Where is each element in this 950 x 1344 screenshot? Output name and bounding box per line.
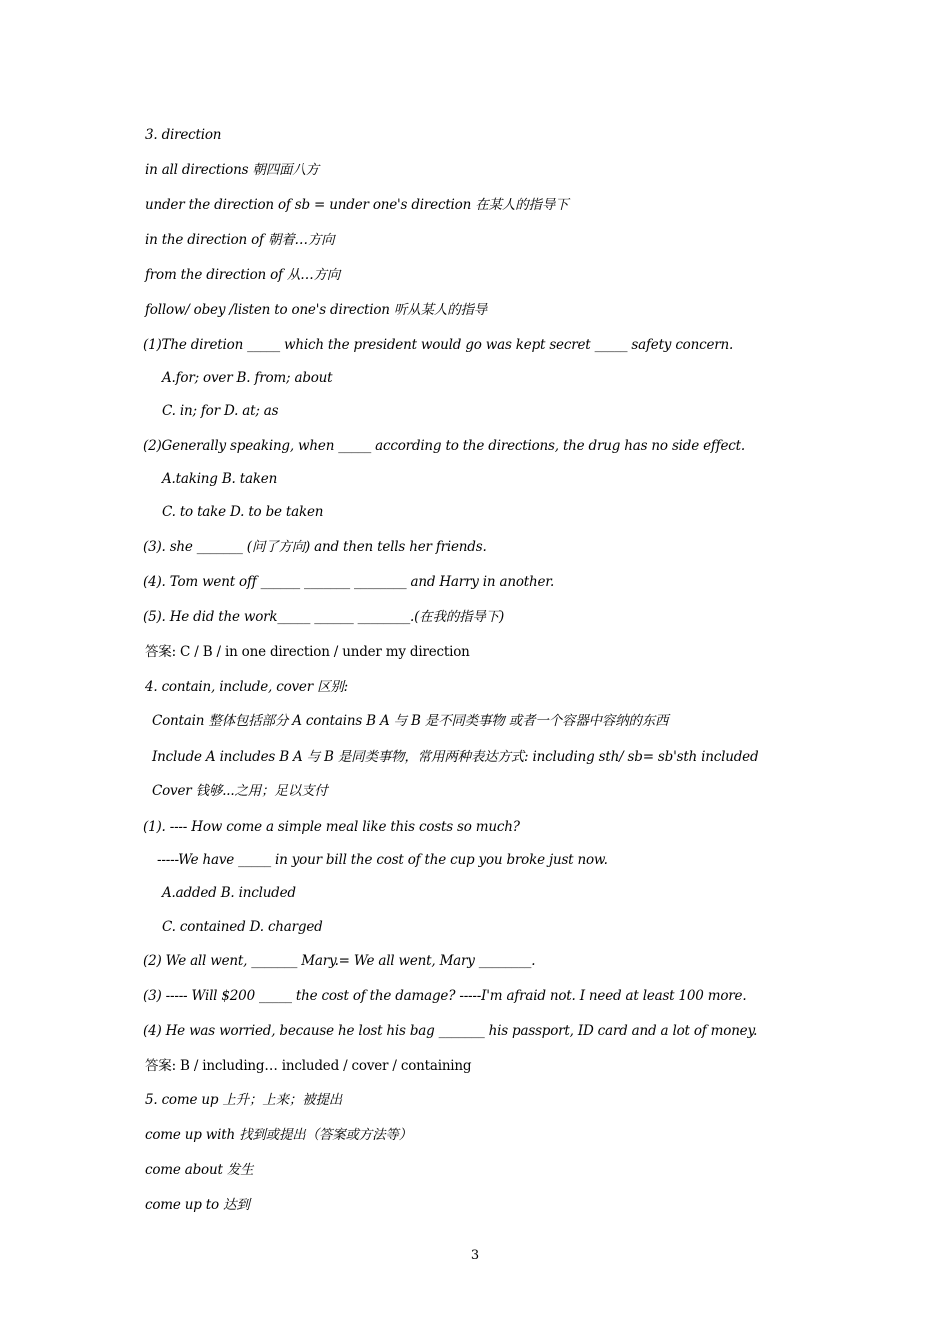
definition-line: Contain 整体包括部分 A contains B A 与 B 是不同类事物 或者一个容器中容纳的东西 — [152, 713, 669, 729]
answer-line: 答案: C / B / in one direction / under my direction — [145, 644, 470, 660]
question-line: (4). Tom went off ______ _______ ________ and Harry in another. — [143, 574, 555, 590]
option-line: A.taking B. taken — [162, 471, 278, 487]
phrase-line: come up with 找到或提出（答案或方法等） — [145, 1127, 412, 1143]
phrase-line: in the direction of 朝着…方向 — [145, 232, 335, 248]
option-line: C. to take D. to be taken — [162, 504, 324, 520]
question-line: (1). ---- How come a simple meal like this costs so much? — [143, 819, 520, 835]
option-line: A.added B. included — [162, 885, 296, 901]
question-line: (3) ----- Will $200 _____ the cost of the damage? -----I'm afraid not. I need at least 100 more. — [143, 988, 747, 1004]
option-line: C. contained D. charged — [162, 919, 323, 935]
definition-line: Cover 钱够...之用；足以支付 — [152, 783, 328, 799]
answer-line: 答案: B / including… included / cover / containing — [145, 1058, 472, 1074]
question-line: (4) He was worried, because he lost his bag _______ his passport, ID card and a lot of money. — [143, 1023, 758, 1039]
section-heading-direction: 3. direction — [145, 127, 222, 143]
page-number: 3 — [470, 1248, 480, 1263]
phrase-line: from the direction of 从…方向 — [145, 267, 341, 283]
phrase-line: follow/ obey /listen to one's direction 听从某人的指导 — [145, 302, 487, 318]
option-line: C. in; for D. at; as — [162, 403, 279, 419]
question-line: (5). He did the work_____ ______ ________.(在我的指导下) — [143, 609, 505, 625]
definition-line: Include A includes B A 与 B 是同类事物，常用两种表达方式: including sth/ sb= sb'sth included — [152, 749, 759, 765]
option-line: A.for; over B. from; about — [162, 370, 333, 386]
question-line: -----We have _____ in your bill the cost of the cup you broke just now. — [157, 852, 608, 868]
section-heading-contain: 4. contain, include, cover 区别: — [145, 679, 349, 695]
phrase-line: come about 发生 — [145, 1162, 254, 1178]
phrase-line: come up to 达到 — [145, 1197, 250, 1213]
section-heading-come-up: 5. come up 上升；上来；被提出 — [145, 1092, 343, 1108]
phrase-line: under the direction of sb = under one's direction 在某人的指导下 — [145, 197, 569, 213]
question-line: (1)The diretion _____ which the president would go was kept secret _____ safety concern. — [143, 337, 734, 353]
question-line: (2) We all went, _______ Mary.= We all went, Mary ________. — [143, 953, 536, 969]
phrase-line: in all directions 朝四面八方 — [145, 162, 319, 178]
question-line: (2)Generally speaking, when _____ according to the directions, the drug has no side effect. — [143, 438, 745, 454]
question-line: (3). she _______ (问了方向) and then tells her friends. — [143, 539, 487, 555]
